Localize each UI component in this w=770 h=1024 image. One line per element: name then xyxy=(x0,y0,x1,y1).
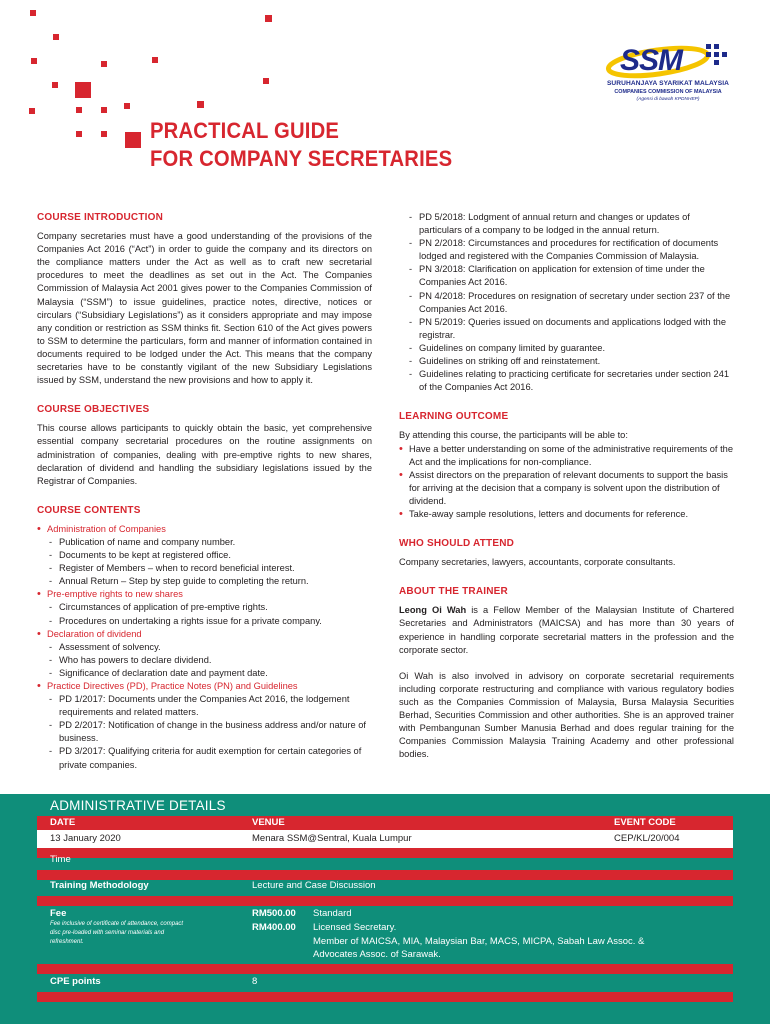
course-contents xyxy=(37,504,372,772)
decor-square xyxy=(29,108,35,114)
course-introduction-heading: COURSE INTRODUCTION xyxy=(37,212,164,223)
list-item: • Take-away sample resolutions, letters and documents for reference. xyxy=(399,508,734,521)
list-item: - Significance of declaration date and payment date. xyxy=(47,667,372,680)
list-item: - PD 1/2017: Documents under the Companies Act 2016, the lodgement requirements and related matters. xyxy=(47,693,372,719)
fee-note: Fee inclusive of certificate of attendance, compact disc pre-loaded with seminar materials and refreshment. xyxy=(50,921,184,945)
list-item: - PD 2/2017: Notification of change in the business address and/or nature of business. xyxy=(47,719,372,745)
fee-amount-standard: RM500.00 xyxy=(252,908,296,919)
administrative-details xyxy=(0,794,770,1024)
contents-group xyxy=(37,680,372,772)
course-objectives xyxy=(37,403,372,488)
contents-group xyxy=(37,628,372,680)
details-header-bar xyxy=(37,816,733,830)
right-column xyxy=(399,211,734,775)
list-item: - PN 2/2018: Circumstances and procedures for rectification of documents lodged and registered with the Companies Commission of Malaysia. xyxy=(407,237,734,263)
venue-value: Menara SSM@Sentral, Kuala Lumpur xyxy=(252,833,412,844)
decor-square xyxy=(101,61,107,67)
contents-continued-list xyxy=(407,211,734,394)
course-contents-list xyxy=(37,523,372,772)
list-item: • Have a better understanding on some of the administrative requirements of the Act and the implications for non-compliance. xyxy=(399,443,734,469)
event-code-label: EVENT CODE xyxy=(614,817,676,828)
contents-group-title: Practice Directives (PD), Practice Notes (PN) and Guidelines xyxy=(47,681,298,691)
learning-outcome-heading: LEARNING OUTCOME xyxy=(399,411,509,423)
svg-text:SSM: SSM xyxy=(620,44,683,77)
decor-square xyxy=(263,78,269,84)
course-contents-heading: COURSE CONTENTS xyxy=(37,504,141,516)
trainer-bio-1: is a Fellow Member of the Malaysian Institute of Chartered Secretaries and Administrators (MAICSA) and has more than 30 years of experience in handling corporate secretarial matters in the profession and the corporate sector. xyxy=(399,605,735,655)
divider-bar xyxy=(37,992,733,1002)
list-item: - Assessment of solvency. xyxy=(47,641,372,654)
contents-subitems xyxy=(47,693,372,772)
list-item: • Assist directors on the preparation of relevant documents to support the basis for arriving at the decision that a company is solvent upon the distribution of dividend. xyxy=(399,469,734,508)
decor-square xyxy=(52,82,58,88)
ssm-logo xyxy=(598,38,738,118)
list-item: - Guidelines relating to practicing certificate for secretaries under section 241 of the Companies Act 2016. xyxy=(407,368,734,394)
decor-square xyxy=(125,132,141,148)
cpe-points-label: CPE points xyxy=(50,976,101,987)
list-item: - PD 3/2017: Qualifying criteria for audit exemption for certain categories of private companies. xyxy=(47,745,372,771)
list-item: - Who has powers to declare dividend. xyxy=(47,654,372,667)
divider-bar xyxy=(37,848,733,858)
logo-line-1: SURUHANJAYA SYARIKAT MALAYSIA xyxy=(606,80,730,87)
contents-group xyxy=(37,523,372,588)
list-item: - Annual Return – Step by step guide to completing the return. xyxy=(47,575,372,588)
page-title-line-2: FOR COMPANY SECRETARIES xyxy=(150,146,453,171)
decor-square xyxy=(53,34,59,40)
divider-bar xyxy=(37,964,733,974)
cpe-points-value: 8 xyxy=(252,976,258,987)
contents-subitems xyxy=(47,536,372,588)
trainer-paragraph-1 xyxy=(399,604,734,656)
learning-outcome-list xyxy=(399,443,734,522)
list-item: - Documents to be kept at registered office. xyxy=(47,549,372,562)
divider-bar xyxy=(37,870,733,880)
decor-square xyxy=(30,10,36,16)
contents-group xyxy=(37,588,372,627)
fee-label: Fee xyxy=(50,908,67,919)
venue-label: VENUE xyxy=(252,817,285,828)
left-column xyxy=(37,211,372,786)
administrative-details-heading: ADMINISTRATIVE DETAILS xyxy=(50,798,226,813)
fee-desc-licensed: Licensed Secretary. xyxy=(313,922,397,933)
fee-amount-licensed: RM400.00 xyxy=(252,922,296,933)
about-the-trainer xyxy=(399,585,734,761)
date-value: 13 January 2020 xyxy=(50,833,121,844)
logo-line-3: (Agensi di bawah KPDNHEP) xyxy=(636,97,700,102)
event-code-value: CEP/KL/20/004 xyxy=(614,833,680,844)
trainer-name: Leong Oi Wah xyxy=(399,605,467,616)
fee-desc-standard: Standard xyxy=(313,908,352,919)
date-label: DATE xyxy=(50,817,76,828)
who-should-attend xyxy=(399,537,734,569)
list-item: - PN 3/2018: Clarification on application for extension of time under the Companies Act 2016. xyxy=(407,263,734,289)
learning-outcome-intro: By attending this course, the participants will be able to: xyxy=(399,430,628,441)
decor-square xyxy=(197,101,204,108)
fee-desc-members: Member of MAICSA, MIA, Malaysian Bar, MACS, MICPA, Sabah Law Assoc. & xyxy=(313,936,645,947)
course-objectives-body: This course allows participants to quickly obtain the basic, yet comprehensive essential company secretarial procedures on the routine assignments on administration of companies, dealing with pre-emptive rights to new shares, declaration of dividend and handling the subsidiary legislations issued by the Registrar of Companies. xyxy=(37,423,372,486)
contents-group-title: Pre-emptive rights to new shares xyxy=(47,589,183,600)
decor-square xyxy=(31,58,37,64)
decor-square xyxy=(101,107,107,113)
details-values-row xyxy=(37,830,733,848)
course-introduction-body: Company secretaries must have a good understanding of the provisions of the Companies Act 2016 (“Act”) in order to guide the company and its directors on the compliance matters under the Act as well as to craft new secretarial procedures to meet the deadlines as set out in the Act. The Companies Commission of Malaysia Act 2001 gives power to the Companies Commission of Malaysia (“SSM”) to issue guidelines, practice notes, directive, notices or circulars (“Subsidiary Legislations”) as it considers appropriate and may impose any condition or restriction as SSM thinks fit. Section 610 of the Act gives powers to SSM to determine the particulars, form and manner of information contained in documents required to be lodged under the Act. This means that the company secretaries have to be constantly vigilant of the new Subsidiary Legislations issued by SSM, understand the new provisions and how to apply it. xyxy=(37,231,372,386)
list-item: - Circumstances of application of pre-emptive rights. xyxy=(47,601,372,614)
list-item: - PD 5/2018: Lodgment of annual return and changes or updates of particulars of a company to be lodged in the annual return. xyxy=(407,211,734,237)
time-label: Time xyxy=(50,854,71,865)
page-title xyxy=(150,117,550,173)
decor-square xyxy=(75,82,91,98)
list-item: - PN 4/2018: Procedures on resignation of secretary under section 237 of the Companies Act 2016. xyxy=(407,290,734,316)
contents-subitems xyxy=(47,641,372,680)
who-should-attend-heading: WHO SHOULD ATTEND xyxy=(399,538,515,550)
decor-square xyxy=(101,131,107,137)
trainer-paragraph-2: Oi Wah is also involved in advisory on corporate secretarial requirements including corporate restructuring and compliance with various regulatory bodies such as the Companies Commission of Malaysia, Bursa Malaysia Securities Berhad, Securities Commission and other authorities. She is an approved trainer with Pembangunan Sumber Manusia Berhad and does regular training for the Companies Commission Malaysia Training Academy and other professional bodies. xyxy=(399,670,734,760)
decor-square xyxy=(265,15,272,22)
page-title-line-1: PRACTICAL GUIDE xyxy=(150,118,340,143)
decor-square xyxy=(124,103,130,109)
contents-group-title: Declaration of dividend xyxy=(47,628,142,639)
decor-square xyxy=(76,107,82,113)
list-item: - Guidelines on striking off and reinstatement. xyxy=(407,355,734,368)
logo-line-2: COMPANIES COMMISSION OF MALAYSIA xyxy=(614,89,722,95)
decor-square xyxy=(152,57,158,63)
learning-outcome xyxy=(399,410,734,521)
divider-bar xyxy=(37,896,733,906)
ssm-logo-mark xyxy=(598,38,738,82)
who-should-attend-body: Company secretaries, lawyers, accountants, corporate consultants. xyxy=(399,557,676,568)
contents-group-title: Administration of Companies xyxy=(47,523,166,534)
fee-desc-members-cont: Advocates Assoc. of Sarawak. xyxy=(313,949,441,960)
list-item: - Publication of name and company number. xyxy=(47,536,372,549)
course-objectives-heading: COURSE OBJECTIVES xyxy=(37,404,150,416)
contents-subitems xyxy=(47,601,372,627)
training-methodology-label: Training Methodology xyxy=(50,880,149,891)
about-the-trainer-heading: ABOUT THE TRAINER xyxy=(399,586,508,598)
training-methodology-value: Lecture and Case Discussion xyxy=(252,880,376,891)
decor-square xyxy=(76,131,82,137)
list-item: - PN 5/2019: Queries issued on documents and applications lodged with the registrar. xyxy=(407,316,734,342)
list-item: - Procedures on undertaking a rights issue for a private company. xyxy=(47,615,372,628)
list-item: - Guidelines on company limited by guarantee. xyxy=(407,342,734,355)
course-introduction xyxy=(37,211,372,387)
list-item: - Register of Members – when to record beneficial interest. xyxy=(47,562,372,575)
